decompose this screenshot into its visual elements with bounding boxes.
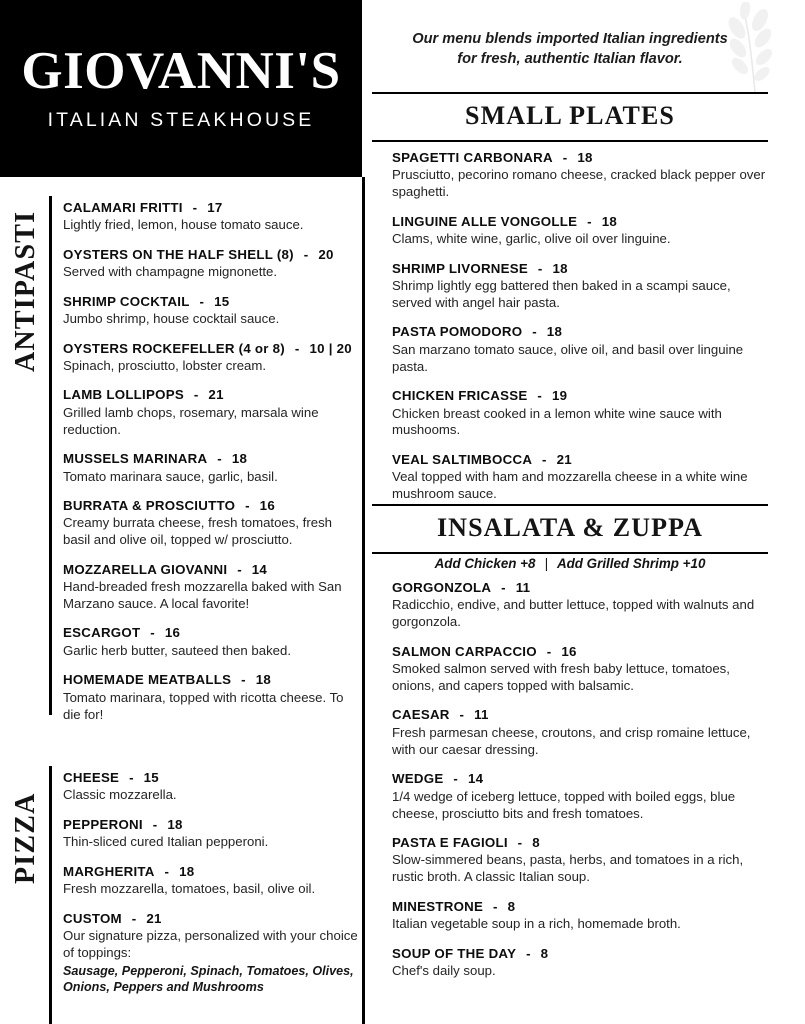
menu-item xyxy=(392,835,768,886)
menu-item-heading xyxy=(392,835,768,851)
menu-item xyxy=(63,864,361,898)
menu-item-heading xyxy=(392,324,768,340)
pizza-divider-rule xyxy=(49,766,52,1024)
menu-item-heading xyxy=(63,387,361,403)
menu-item-description: Tomato marinara, topped with ricotta cheese. To die for! xyxy=(63,689,344,722)
menu-item-heading xyxy=(63,562,361,578)
menu-item-separator: - xyxy=(509,834,531,850)
menu-item-description: Jumbo shrimp, house cocktail sauce. xyxy=(63,311,280,327)
menu-item-name: CHEESE xyxy=(63,770,120,785)
menu-item-price: 14 xyxy=(467,771,484,787)
menu-item-separator: - xyxy=(529,388,550,404)
menu-item-description: Grilled lamb chops, rosemary, marsala wine reduction. xyxy=(63,404,319,437)
menu-item-name: VEAL SALTIMBOCCA xyxy=(392,451,533,467)
menu-item-price: 18 xyxy=(601,213,618,229)
menu-item-name: CALAMARI FRITTI xyxy=(63,200,183,215)
menu-item-description: Chef's daily soup. xyxy=(392,962,496,978)
menu-item-description: Creamy burrata cheese, fresh tomatoes, fresh basil and olive oil, topped w/ prosciutto. xyxy=(63,515,332,548)
menu-item-separator: - xyxy=(185,387,207,403)
menu-item-name: SHRIMP COCKTAIL xyxy=(63,293,190,309)
menu-item xyxy=(392,452,768,503)
menu-item-name: MINESTRONE xyxy=(392,898,484,914)
menu-item-description: Italian vegetable soup in a rich, homemade broth. xyxy=(392,916,681,932)
menu-item-price: 11 xyxy=(515,580,531,595)
menu-item-price: 18 xyxy=(255,672,272,688)
menu-item-price: 18 xyxy=(577,150,593,165)
menu-item-name: SOUP OF THE DAY xyxy=(392,945,517,961)
menu-item-separator: - xyxy=(518,945,539,961)
insalata-addons xyxy=(372,556,768,571)
menu-item-price: 18 xyxy=(546,324,563,340)
menu-item-name: MOZZARELLA GIOVANNI xyxy=(63,561,228,577)
menu-item-description: Veal topped with ham and mozzarella cheese in a white wine mushroom sauce. xyxy=(392,469,748,502)
addon-chicken: Add Chicken +8 xyxy=(434,556,536,571)
menu-item-name: OYSTERS ROCKEFELLER (4 or 8) xyxy=(63,340,285,356)
menu-item-price: 8 xyxy=(540,945,549,961)
menu-item-price: 10 | 20 xyxy=(309,340,352,356)
menu-item-separator: - xyxy=(554,150,576,165)
menu-item-toppings: Sausage, Pepperoni, Spinach, Tomatoes, Olives, Onions, Peppers and Mushrooms xyxy=(63,963,354,994)
tagline-line-1: Our menu blends imported Italian ingredients xyxy=(412,31,728,47)
menu-item-description: Fresh parmesan cheese, croutons, and crisp romaine lettuce, with our caesar dressing. xyxy=(392,724,751,757)
menu-item xyxy=(63,672,361,723)
menu-item-separator: - xyxy=(156,863,178,879)
menu-item xyxy=(63,387,361,438)
menu-item-price: 18 xyxy=(167,816,183,832)
tagline-line-2: for fresh, authentic Italian flavor. xyxy=(457,50,683,67)
addon-shrimp: Add Grilled Shrimp +10 xyxy=(556,556,706,571)
menu-item-heading xyxy=(63,770,361,786)
menu-item-heading xyxy=(392,771,768,787)
menu-item-separator: - xyxy=(451,707,473,723)
menu-item-name: CHICKEN FRICASSE xyxy=(392,388,528,404)
menu-item xyxy=(392,388,768,439)
menu-item xyxy=(392,707,768,758)
menu-item-description: Lightly fried, lemon, house tomato sauce. xyxy=(63,217,304,233)
menu-item xyxy=(392,771,768,822)
menu-item-separator: - xyxy=(191,293,213,309)
menu-item-heading xyxy=(63,817,361,833)
menu-item-description: Spinach, prosciutto, lobster cream. xyxy=(63,357,267,373)
menu-item-description: Served with champagne mignonette. xyxy=(63,264,278,280)
menu-item-heading xyxy=(392,388,768,404)
menu-item-description: Smoked salmon served with fresh baby lettuce, tomatoes, onions, and capers topped with balsamic. xyxy=(392,661,730,694)
menu-item-separator: - xyxy=(287,340,308,356)
menu-item-separator: - xyxy=(524,324,545,340)
menu-item-description: Garlic herb butter, sauteed then baked. xyxy=(63,642,291,658)
brand-logo-block xyxy=(0,0,362,177)
menu-item-price: 18 xyxy=(552,260,568,276)
section-header-small-plates xyxy=(372,92,768,142)
menu-item-separator: - xyxy=(538,643,560,659)
menu-item-heading xyxy=(392,644,768,660)
menu-item xyxy=(63,817,361,851)
menu-item-separator: - xyxy=(229,561,250,577)
menu-item-price: 18 xyxy=(231,451,248,467)
menu-item-price: 21 xyxy=(556,451,572,467)
menu-item-price: 16 xyxy=(164,625,181,641)
menu-item-heading xyxy=(392,899,768,915)
menu-item-heading xyxy=(63,625,361,641)
menu-item-heading xyxy=(63,200,361,216)
menu-item-heading xyxy=(392,946,768,962)
menu-item-price: 8 xyxy=(532,834,540,850)
menu-item-heading xyxy=(392,150,768,166)
menu-item-description: Fresh mozzarella, tomatoes, basil, olive oil. xyxy=(63,881,316,897)
menu-item xyxy=(392,324,768,375)
menu-item-price: 21 xyxy=(208,387,224,403)
menu-item-name: LINGUINE ALLE VONGOLLE xyxy=(392,213,578,229)
menu-item-name: MARGHERITA xyxy=(63,863,155,879)
menu-item-name: WEDGE xyxy=(392,771,444,787)
menu-item-name: GORGONZOLA xyxy=(392,580,492,595)
pizza-item-list xyxy=(63,770,361,995)
menu-item-price: 18 xyxy=(179,863,195,879)
menu-item xyxy=(63,911,361,996)
menu-item-name: BURRATA & PROSCIUTTO xyxy=(63,497,236,513)
menu-item-price: 20 xyxy=(318,246,334,262)
menu-item-price: 15 xyxy=(214,293,230,309)
insalata-zuppa-title: INSALATA & ZUPPA xyxy=(436,513,704,542)
menu-item-price: 14 xyxy=(251,561,268,577)
small-plates-title: SMALL PLATES xyxy=(465,101,675,130)
menu-item-price: 19 xyxy=(551,388,568,404)
menu-item xyxy=(63,625,361,659)
menu-item-description: Prusciutto, pecorino romano cheese, cracked black pepper over spaghetti. xyxy=(392,167,766,200)
brand-subtitle: ITALIAN STEAKHOUSE xyxy=(47,109,315,131)
menu-item-name: SHRIMP LIVORNESE xyxy=(392,260,529,276)
menu-item-separator: - xyxy=(184,200,206,215)
antipasti-divider-rule xyxy=(49,196,52,715)
menu-item-name: PASTA E FAGIOLI xyxy=(392,834,508,850)
menu-item-description: Radicchio, endive, and butter lettuce, topped with walnuts and gorgonzola. xyxy=(392,597,755,630)
menu-item-price: 8 xyxy=(507,898,516,914)
menu-item xyxy=(63,200,361,234)
menu-item-separator: - xyxy=(530,260,551,276)
menu-item-name: PASTA POMODORO xyxy=(392,324,523,340)
menu-item-price: 21 xyxy=(146,910,162,926)
menu-item-name: HOMEMADE MEATBALLS xyxy=(63,672,232,688)
menu-item xyxy=(63,341,361,375)
menu-item xyxy=(63,247,361,281)
menu-item-price: 17 xyxy=(207,200,223,215)
menu-item-separator: - xyxy=(493,580,514,595)
menu-item-heading xyxy=(392,580,768,596)
section-header-insalata-zuppa xyxy=(372,504,768,554)
menu-item-description: San marzano tomato sauce, olive oil, and basil over linguine pasta. xyxy=(392,341,744,374)
menu-item-description: Clams, white wine, garlic, olive oil over linguine. xyxy=(392,231,671,247)
menu-item xyxy=(392,261,768,312)
menu-item-separator: - xyxy=(534,451,555,467)
menu-item xyxy=(392,214,768,248)
menu-item-name: ESCARGOT xyxy=(63,625,141,641)
insalata-zuppa-item-list xyxy=(392,580,768,980)
menu-item-name: LAMB LOLLIPOPS xyxy=(63,387,184,403)
menu-item xyxy=(63,451,361,485)
center-divider-rule xyxy=(362,177,365,1024)
menu-item-price: 11 xyxy=(474,707,489,723)
menu-item-separator: - xyxy=(121,770,142,785)
menu-item-name: PEPPERONI xyxy=(63,816,143,832)
antipasti-side-label: ANTIPASTI xyxy=(10,210,41,372)
menu-item-heading xyxy=(392,261,768,277)
tagline xyxy=(372,30,768,70)
menu-item xyxy=(63,562,361,613)
menu-item xyxy=(392,946,768,980)
menu-item-price: 16 xyxy=(561,643,577,659)
menu-item-name: CAESAR xyxy=(392,707,450,723)
menu-item-heading xyxy=(63,341,361,357)
menu-item-heading xyxy=(63,911,361,927)
menu-item-name: OYSTERS ON THE HALF SHELL (8) xyxy=(63,246,294,262)
menu-item-separator: - xyxy=(579,213,600,229)
menu-item-separator: - xyxy=(237,497,258,513)
menu-item-description: Thin-sliced cured Italian pepperoni. xyxy=(63,834,269,850)
menu-item-heading xyxy=(63,498,361,514)
menu-item-name: CUSTOM xyxy=(63,910,122,926)
menu-item-heading xyxy=(392,452,768,468)
menu-item-heading xyxy=(63,247,361,263)
menu-item-description: Hand-breaded fresh mozzarella baked with San Marzano sauce. A local favorite! xyxy=(63,579,342,612)
brand-name: GIOVANNI'S xyxy=(21,42,341,100)
pizza-side-label: PIZZA xyxy=(10,792,41,884)
menu-item-name: SPAGETTI CARBONARA xyxy=(392,150,553,165)
menu-item-description: 1/4 wedge of iceberg lettuce, topped with boiled eggs, blue cheese, prosciutto bits and fresh tomatoes. xyxy=(392,788,736,821)
menu-item-separator: - xyxy=(485,898,506,914)
menu-item-description: Chicken breast cooked in a lemon white wine sauce with mushooms. xyxy=(392,405,722,438)
menu-item-separator: - xyxy=(144,816,166,832)
menu-item-description: Slow-simmered beans, pasta, herbs, and tomatoes in a rich, rustic broth. A classic Italian soup. xyxy=(392,852,744,885)
menu-item-price: 15 xyxy=(143,770,159,785)
menu-item-separator: - xyxy=(209,451,230,467)
menu-item-separator: - xyxy=(142,625,163,641)
menu-item-description: Tomato marinara sauce, garlic, basil. xyxy=(63,468,278,484)
menu-item-separator: - xyxy=(233,672,254,688)
menu-item xyxy=(63,294,361,328)
menu-item-heading xyxy=(63,672,361,688)
menu-item-name: MUSSELS MARINARA xyxy=(63,451,208,467)
menu-item xyxy=(392,580,768,631)
menu-item xyxy=(63,498,361,549)
addon-divider: | xyxy=(544,556,548,571)
menu-item-heading xyxy=(63,294,361,310)
menu-item xyxy=(63,770,361,804)
menu-item-heading xyxy=(63,451,361,467)
menu-item xyxy=(392,644,768,695)
menu-item-heading xyxy=(392,707,768,723)
antipasti-item-list xyxy=(63,200,361,724)
menu-item-description: Classic mozzarella. xyxy=(63,787,177,803)
menu-item-heading xyxy=(392,214,768,230)
menu-item-price: 16 xyxy=(259,497,275,513)
small-plates-item-list xyxy=(392,150,768,503)
menu-item-description: Shrimp lightly egg battered then baked in a scampi sauce, served with angel hair pasta. xyxy=(392,278,731,310)
menu-item-separator: - xyxy=(445,771,466,787)
menu-item-heading xyxy=(63,864,361,880)
menu-item-separator: - xyxy=(295,246,317,262)
menu-item xyxy=(392,899,768,933)
menu-item-name: SALMON CARPACCIO xyxy=(392,643,537,659)
menu-item-separator: - xyxy=(123,910,145,926)
menu-item xyxy=(392,150,768,201)
menu-item-description: Our signature pizza, personalized with your choice of toppings: xyxy=(63,927,358,960)
